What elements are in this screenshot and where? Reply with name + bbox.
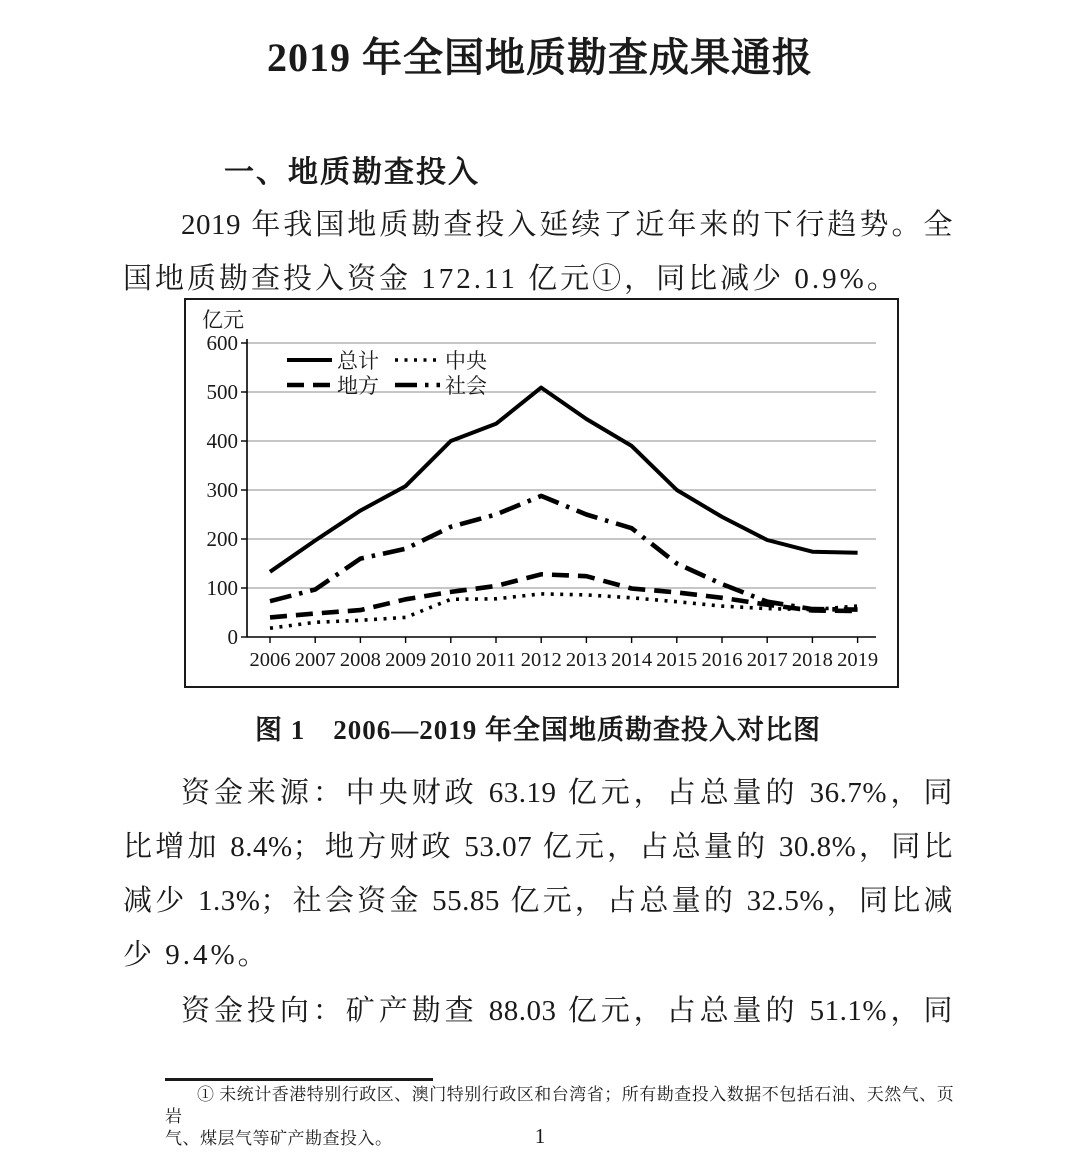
legend-label: 中央 bbox=[445, 349, 487, 373]
x-tick-label: 2017 bbox=[746, 649, 788, 671]
footnote-line: 气、煤层气等矿产勘查投入。 bbox=[165, 1129, 393, 1148]
x-tick-label: 2011 bbox=[475, 649, 517, 671]
y-tick-label: 0 bbox=[227, 625, 238, 649]
figure-caption: 图 1 2006—2019 年全国地质勘查投入对比图 bbox=[255, 715, 821, 745]
chart-x-axis-labels bbox=[250, 637, 879, 671]
paragraph-funding-sources bbox=[123, 766, 953, 982]
x-tick-label: 2016 bbox=[701, 649, 743, 671]
legend-item-central bbox=[395, 349, 487, 373]
body-line: 资金投向：矿产勘查 88.03 亿元，占总量的 51.1%，同 bbox=[181, 995, 953, 1027]
x-tick-label: 2018 bbox=[791, 649, 833, 671]
series-line-total bbox=[270, 388, 858, 572]
body-line: 减少 1.3%；社会资金 55.85 亿元，占总量的 32.5%，同比减 bbox=[123, 885, 953, 917]
legend-item-local bbox=[287, 374, 379, 398]
y-axis-unit-label: 亿元 bbox=[202, 308, 244, 332]
legend-label: 总计 bbox=[337, 349, 379, 373]
legend-item-total bbox=[287, 349, 379, 373]
page-number: 1 bbox=[534, 1124, 546, 1148]
x-tick-label: 2009 bbox=[385, 649, 427, 671]
body-line: 2019 年我国地质勘查投入延续了近年来的下行趋势。全 bbox=[181, 209, 953, 241]
x-tick-label: 2010 bbox=[430, 649, 472, 671]
body-line: 国地质勘查投入资金 172.11 亿元①，同比减少 0.9%。 bbox=[123, 263, 899, 295]
y-tick-label: 600 bbox=[206, 331, 238, 355]
footnote-separator bbox=[165, 1078, 433, 1081]
y-tick-label: 300 bbox=[206, 478, 238, 502]
x-tick-label: 2007 bbox=[294, 649, 336, 671]
x-tick-label: 2013 bbox=[565, 649, 607, 671]
y-tick-label: 100 bbox=[206, 576, 238, 600]
section-heading: 一、地质勘查投入 bbox=[224, 156, 480, 189]
chart-legend bbox=[287, 349, 487, 398]
body-line: 比增加 8.4%；地方财政 53.07 亿元，占总量的 30.8%，同比 bbox=[123, 831, 953, 863]
x-tick-label: 2015 bbox=[656, 649, 698, 671]
legend-label: 地方 bbox=[337, 374, 379, 398]
x-tick-label: 2008 bbox=[339, 649, 381, 671]
paragraph-investment-overview bbox=[123, 198, 953, 306]
x-tick-label: 2014 bbox=[611, 649, 653, 671]
legend-label: 社会 bbox=[445, 374, 487, 398]
investment-line-chart bbox=[186, 300, 897, 686]
footnote-line: ① 未统计香港特别行政区、澳门特别行政区和台湾省；所有勘查投入数据不包括石油、天然气、页岩 bbox=[165, 1085, 955, 1126]
y-tick-label: 200 bbox=[206, 527, 238, 551]
figure-1-frame bbox=[184, 298, 899, 688]
body-line: 资金来源：中央财政 63.19 亿元，占总量的 36.7%，同 bbox=[181, 777, 953, 809]
series-line-local bbox=[270, 574, 858, 617]
y-tick-label: 400 bbox=[206, 429, 238, 453]
paragraph-funding-direction bbox=[123, 984, 953, 1038]
x-tick-label: 2012 bbox=[520, 649, 562, 671]
body-line: 少 9.4%。 bbox=[123, 939, 270, 971]
x-tick-label: 2006 bbox=[249, 649, 291, 671]
y-tick-label: 500 bbox=[206, 380, 238, 404]
legend-item-social bbox=[395, 374, 487, 398]
document-title: 2019 年全国地质勘查成果通报 bbox=[267, 35, 813, 80]
x-tick-label: 2019 bbox=[837, 649, 879, 671]
